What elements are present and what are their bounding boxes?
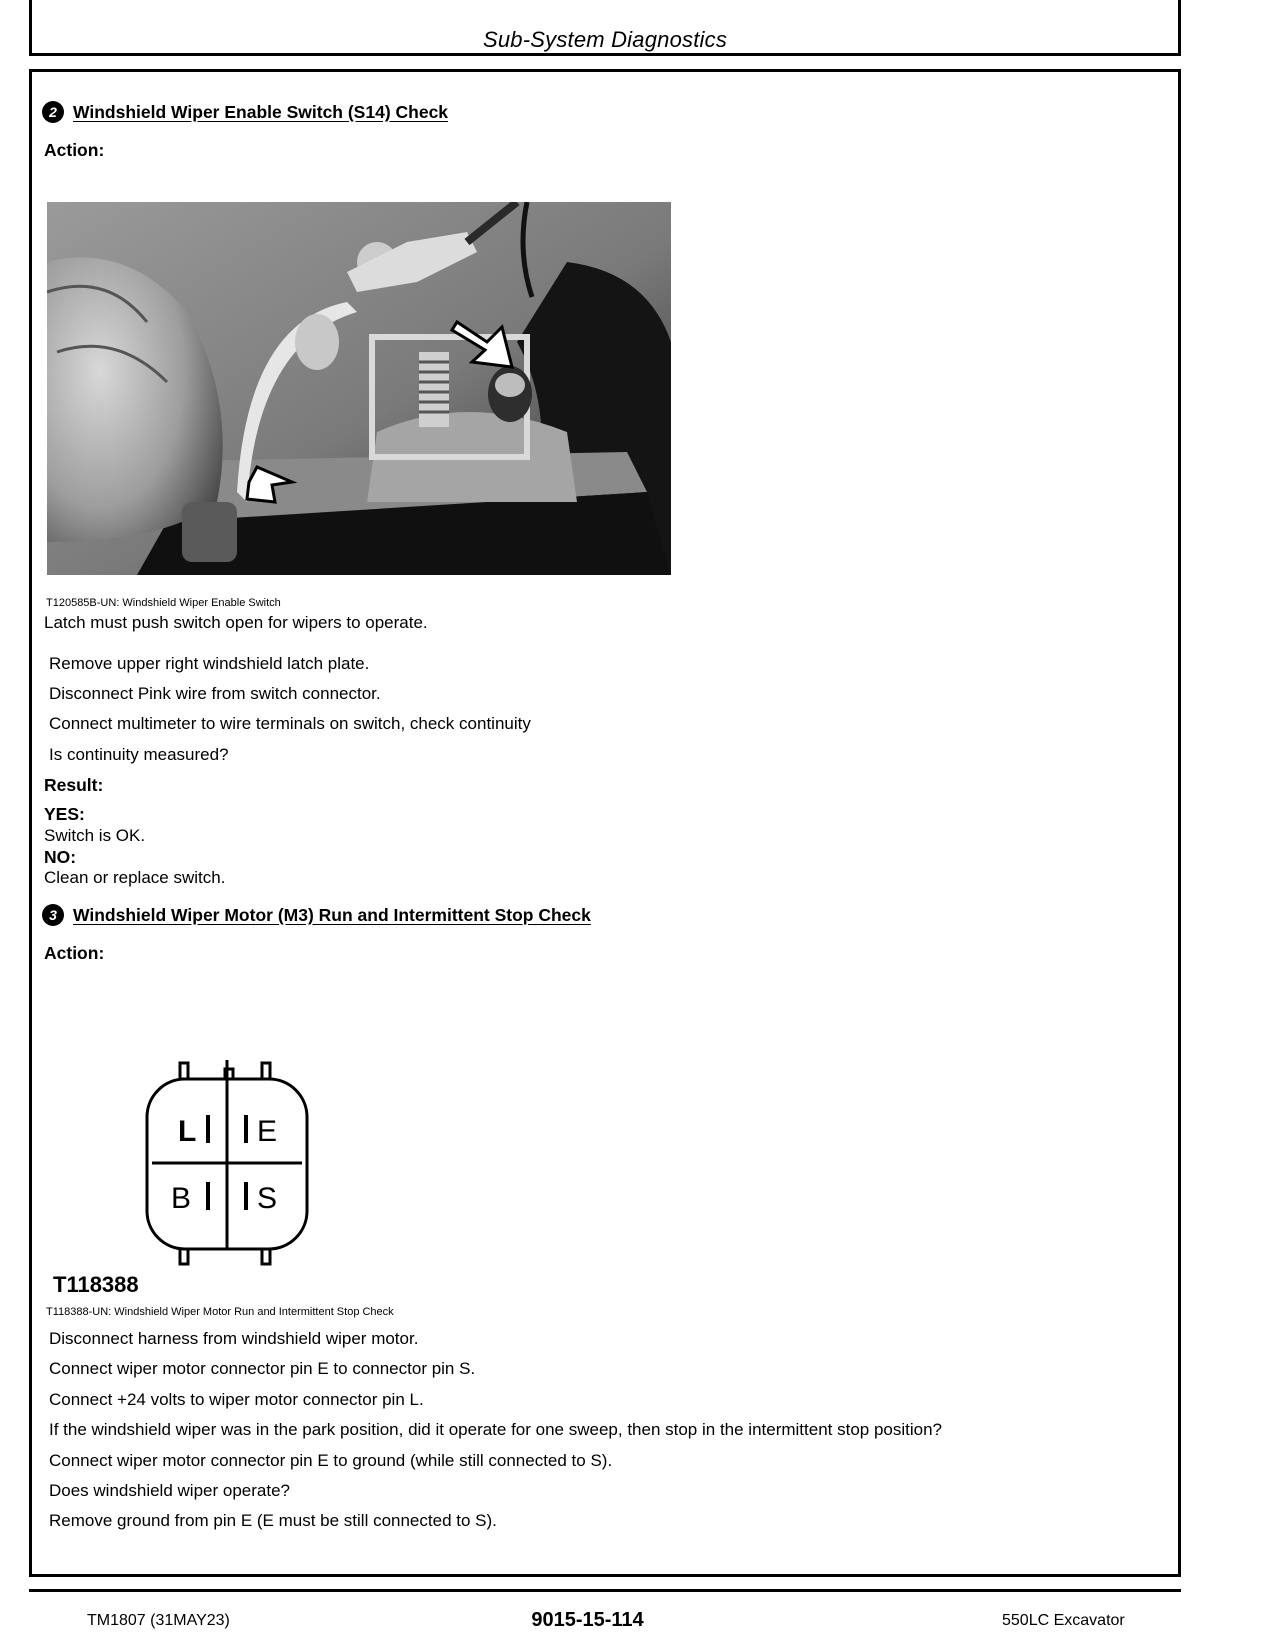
footer-model: 550LC Excavator bbox=[1002, 1612, 1125, 1629]
page-header bbox=[29, 0, 1181, 56]
footer-manual-id: TM1807 (31MAY23) bbox=[87, 1612, 230, 1629]
pin-E-label: E bbox=[257, 1115, 278, 1148]
step-2-instruction: Disconnect Pink wire from switch connector. bbox=[49, 684, 381, 703]
step-3-instruction: Disconnect harness from windshield wiper motor. bbox=[49, 1329, 419, 1348]
step-3-instruction: Connect wiper motor connector pin E to connector pin S. bbox=[49, 1359, 476, 1378]
footer-rule bbox=[29, 1589, 1181, 1592]
step-3-title: Windshield Wiper Motor (M3) Run and Intermittent Stop Check bbox=[73, 904, 591, 925]
step-3-number-badge: 3 bbox=[42, 904, 64, 926]
step-2-title: Windshield Wiper Enable Switch (S14) Check bbox=[73, 101, 449, 122]
switch-photo-drawing bbox=[47, 202, 671, 575]
step-2-result-label: Result: bbox=[44, 775, 104, 795]
step-2-instruction: Remove upper right windshield latch plate. bbox=[49, 654, 370, 673]
pin-S-label: S bbox=[257, 1182, 278, 1215]
wiper-motor-connector-diagram bbox=[140, 1060, 320, 1270]
switch-photo bbox=[47, 202, 671, 575]
step-3-figure-caption: T118388-UN: Windshield Wiper Motor Run and Intermittent Stop Check bbox=[46, 1306, 394, 1318]
step-3-instruction: Does windshield wiper operate? bbox=[49, 1481, 290, 1500]
step-2-photo-caption: T120585B-UN: Windshield Wiper Enable Switch bbox=[46, 597, 281, 609]
step-3-instruction: Connect wiper motor connector pin E to ground (while still connected to S). bbox=[49, 1451, 613, 1470]
step-2-no-text: Clean or replace switch. bbox=[44, 868, 226, 887]
connector-figure-id: T118388 bbox=[53, 1272, 139, 1297]
step-3-instruction: If the windshield wiper was in the park position, did it operate for one sweep, then stop in the intermittent stop position? bbox=[49, 1420, 943, 1439]
step-3-instruction: Remove ground from pin E (E must be still connected to S). bbox=[49, 1511, 497, 1530]
step-3-heading bbox=[42, 904, 591, 926]
step-2-heading bbox=[42, 101, 448, 123]
step-2-no-label: NO: bbox=[44, 847, 77, 867]
step-2-yes-text: Switch is OK. bbox=[44, 826, 146, 845]
page-header-title: Sub-System Diagnostics bbox=[482, 27, 728, 52]
step-3-instruction: Connect +24 volts to wiper motor connector pin L. bbox=[49, 1390, 424, 1409]
footer-page-number: 9015-15-114 bbox=[531, 1609, 644, 1631]
step-2-instruction: Is continuity measured? bbox=[49, 745, 229, 764]
step-2-instruction: Connect multimeter to wire terminals on switch, check continuity bbox=[49, 714, 531, 733]
step-2-yes-label: YES: bbox=[44, 804, 85, 824]
step-2-note: Latch must push switch open for wipers to operate. bbox=[44, 613, 428, 632]
pin-L-label: L bbox=[178, 1115, 197, 1148]
step-2-number-badge: 2 bbox=[42, 101, 64, 123]
step-2-action-label: Action: bbox=[44, 140, 105, 160]
step-3-action-label: Action: bbox=[44, 943, 105, 963]
pin-B-label: B bbox=[171, 1182, 192, 1215]
